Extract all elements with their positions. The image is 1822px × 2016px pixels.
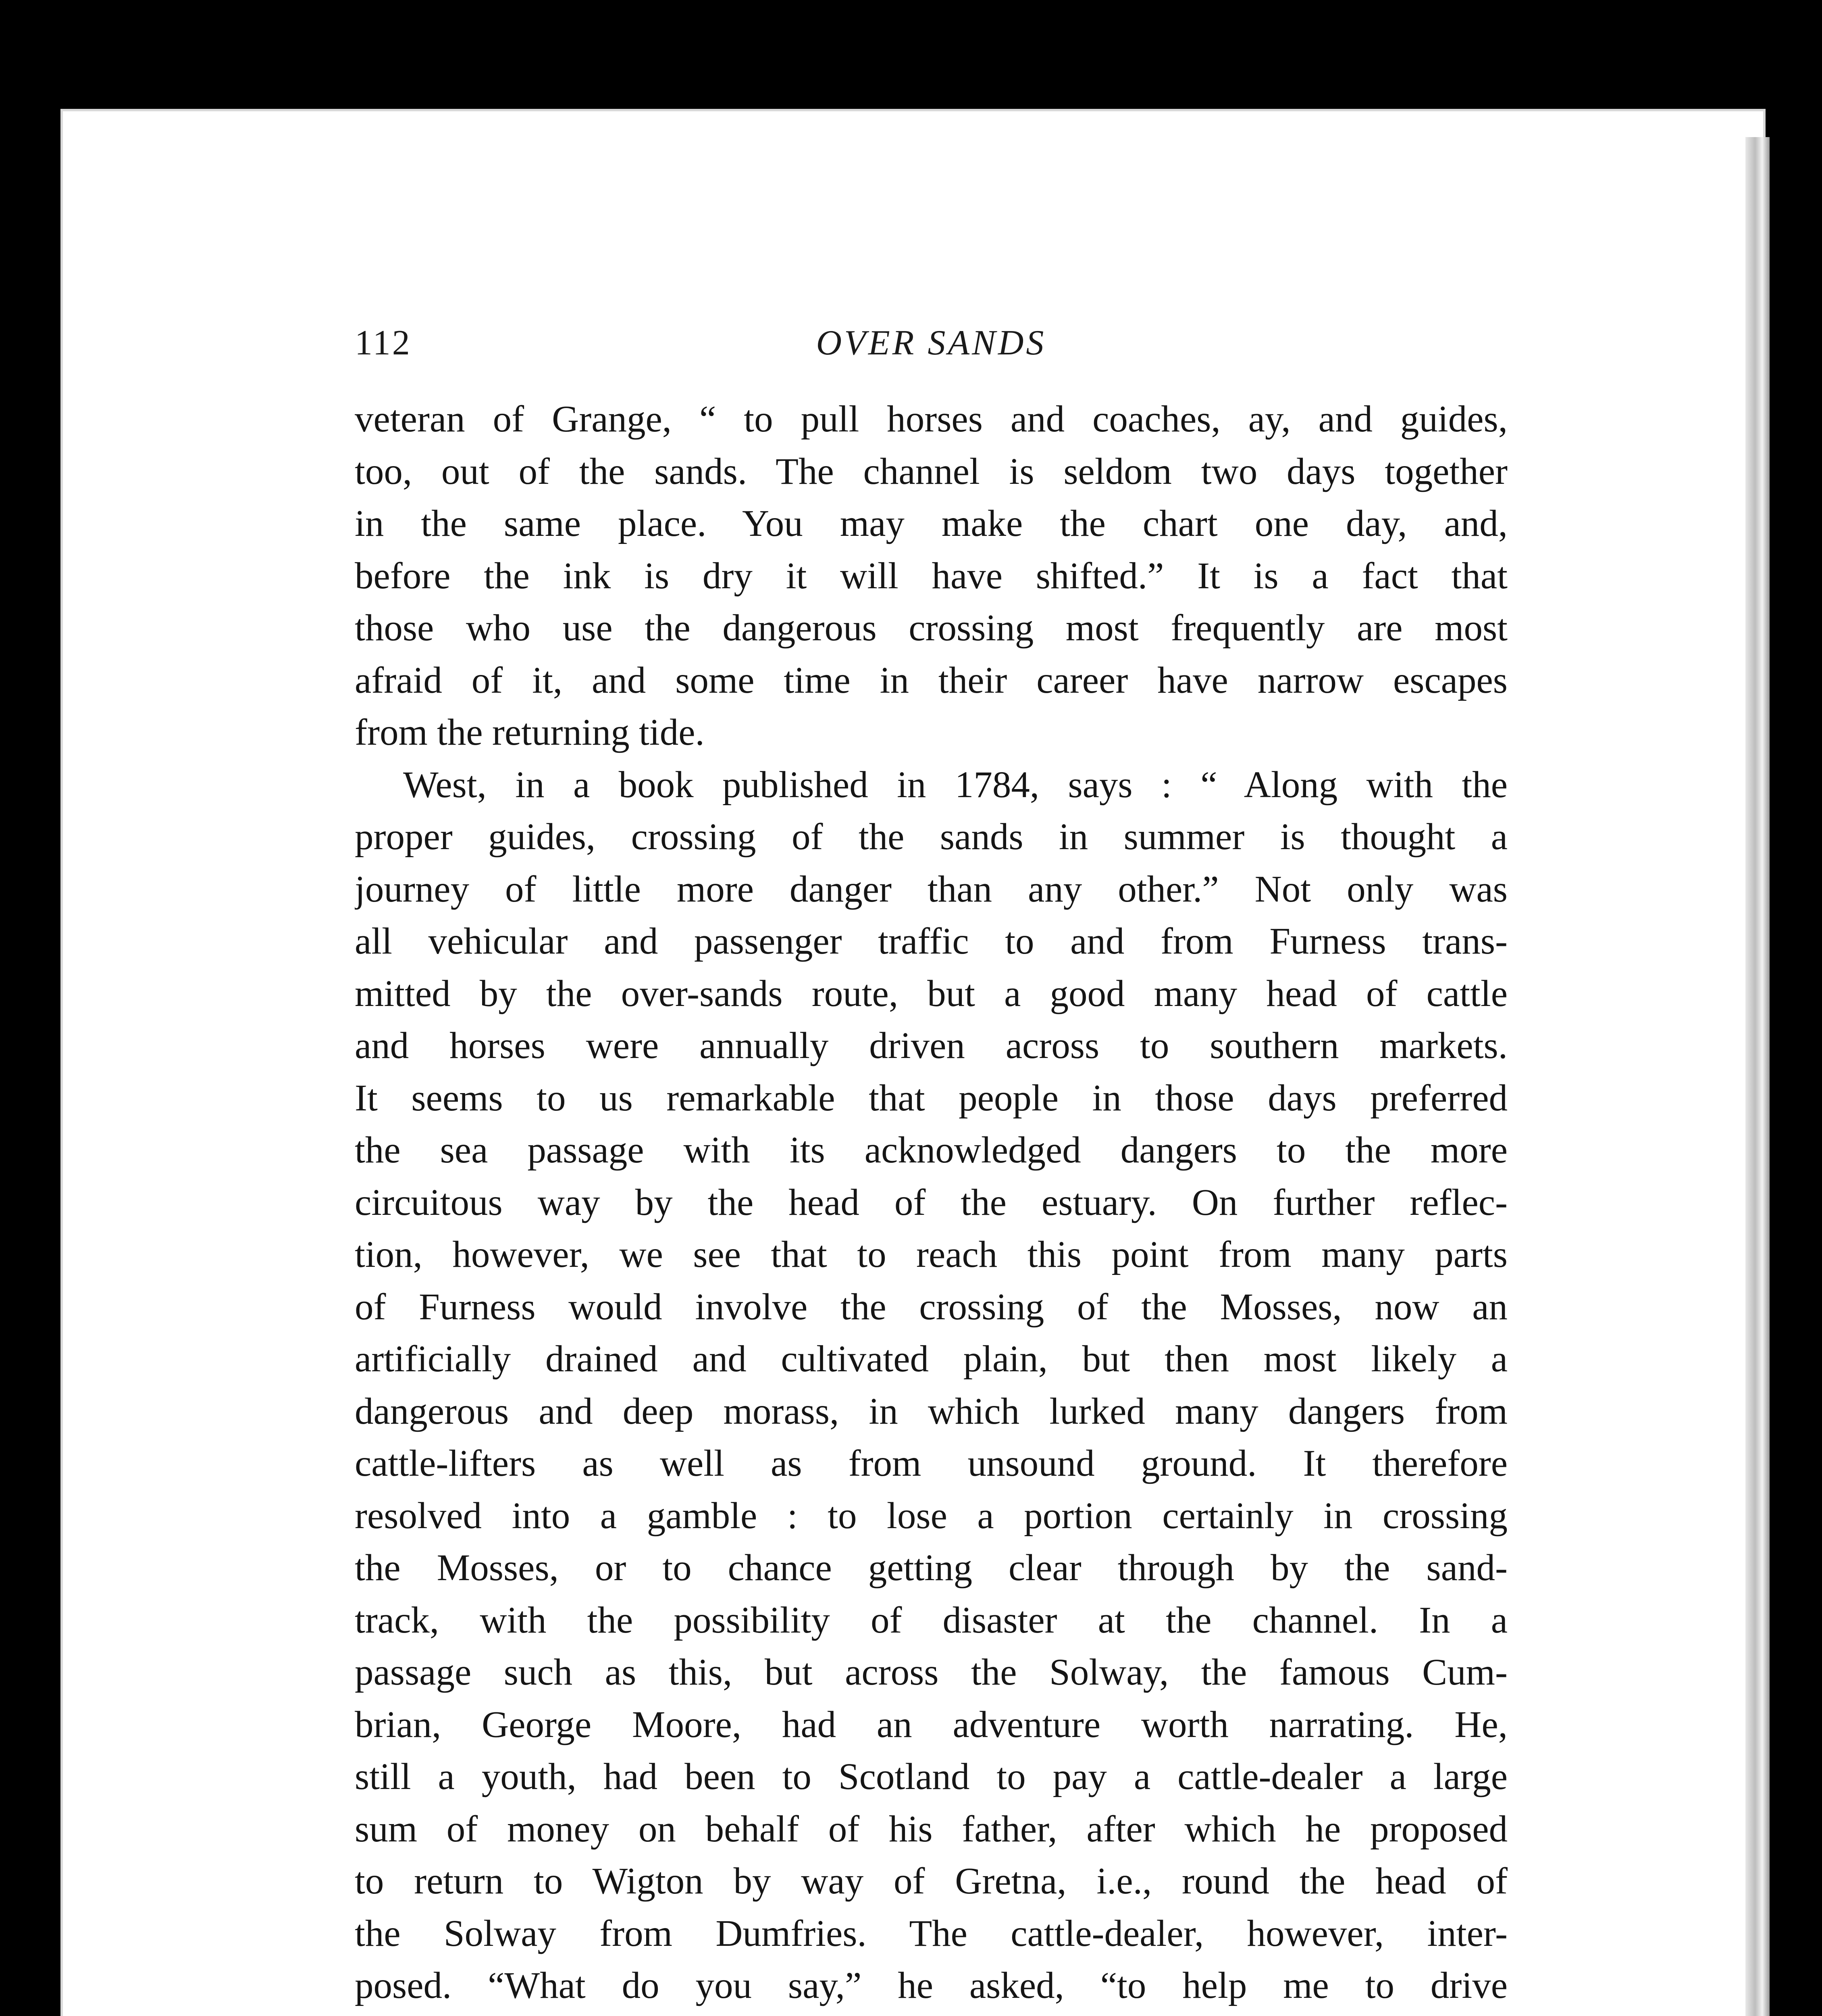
text-line: brian, George Moore, had an adventure worth narrating. He, xyxy=(355,1704,1508,1745)
text-line: too, out of the sands. The channel is seldom two days together xyxy=(355,450,1508,492)
text-line: all vehicular and passenger traffic to and from Furness trans- xyxy=(355,921,1508,962)
text-line: track, with the possibility of disaster at the channel. In a xyxy=(355,1599,1508,1641)
text-line: It seems to us remarkable that people in those days preferred xyxy=(355,1077,1508,1119)
text-line: resolved into a gamble : to lose a portion certainly in crossing xyxy=(355,1495,1508,1537)
text-line: and horses were annually driven across to southern markets. xyxy=(355,1025,1508,1066)
body-text xyxy=(355,393,1508,2016)
text-line: tion, however, we see that to reach this point from many parts xyxy=(355,1234,1508,1275)
text-line: posed. “What do you say,” he asked, “to help me to drive xyxy=(355,1965,1508,2006)
text-line: proper guides, crossing of the sands in summer is thought a xyxy=(355,816,1508,858)
text-line: in the same place. You may make the chart one day, and, xyxy=(355,503,1508,544)
text-line: of Furness would involve the crossing of the Mosses, now an xyxy=(355,1286,1508,1328)
text-line: still a youth, had been to Scotland to pay a cattle-dealer a large xyxy=(355,1756,1508,1797)
text-line: veteran of Grange, “ to pull horses and coaches, ay, and guides, xyxy=(355,398,1508,440)
text-line: to return to Wigton by way of Gretna, i.e., round the head of xyxy=(355,1860,1508,1902)
page-header xyxy=(355,323,1508,371)
running-title: OVER SANDS xyxy=(816,323,1046,362)
text-line: dangerous and deep morass, in which lurked many dangers from xyxy=(355,1390,1508,1432)
text-line: those who use the dangerous crossing most frequently are most xyxy=(355,607,1508,649)
text-line: journey of little more danger than any other.” Not only was xyxy=(355,868,1508,910)
text-line: the sea passage with its acknowledged dangers to the more xyxy=(355,1129,1508,1171)
text-line: artificially drained and cultivated plain, but then most likely a xyxy=(355,1338,1508,1380)
text-line: cattle-lifters as well as from unsound ground. It therefore xyxy=(355,1443,1508,1484)
text-line: from the returning tide. xyxy=(355,712,705,753)
text-line: the Solway from Dumfries. The cattle-dealer, however, inter- xyxy=(355,1912,1508,1954)
text-line xyxy=(355,2012,1508,2016)
page-edge-shadow xyxy=(1745,137,1770,2016)
paragraph-first-line: West, in a book published in 1784, says : “ Along with the xyxy=(403,764,1508,806)
text-line: the Mosses, or to chance getting clear through by the sand- xyxy=(355,1547,1508,1589)
text-line: mitted by the over-sands route, but a good many head of cattle xyxy=(355,973,1508,1014)
text-line: circuitous way by the head of the estuary. On further reflec- xyxy=(355,1181,1508,1223)
text-line: sum of money on behalf of his father, after which he proposed xyxy=(355,1808,1508,1850)
text-line: afraid of it, and some time in their career have narrow escapes xyxy=(355,659,1508,701)
text-line: passage such as this, but across the Solway, the famous Cum- xyxy=(355,1652,1508,1693)
page-number: 112 xyxy=(355,323,412,362)
text-line: before the ink is dry it will have shifted.” It is a fact that xyxy=(355,555,1508,597)
